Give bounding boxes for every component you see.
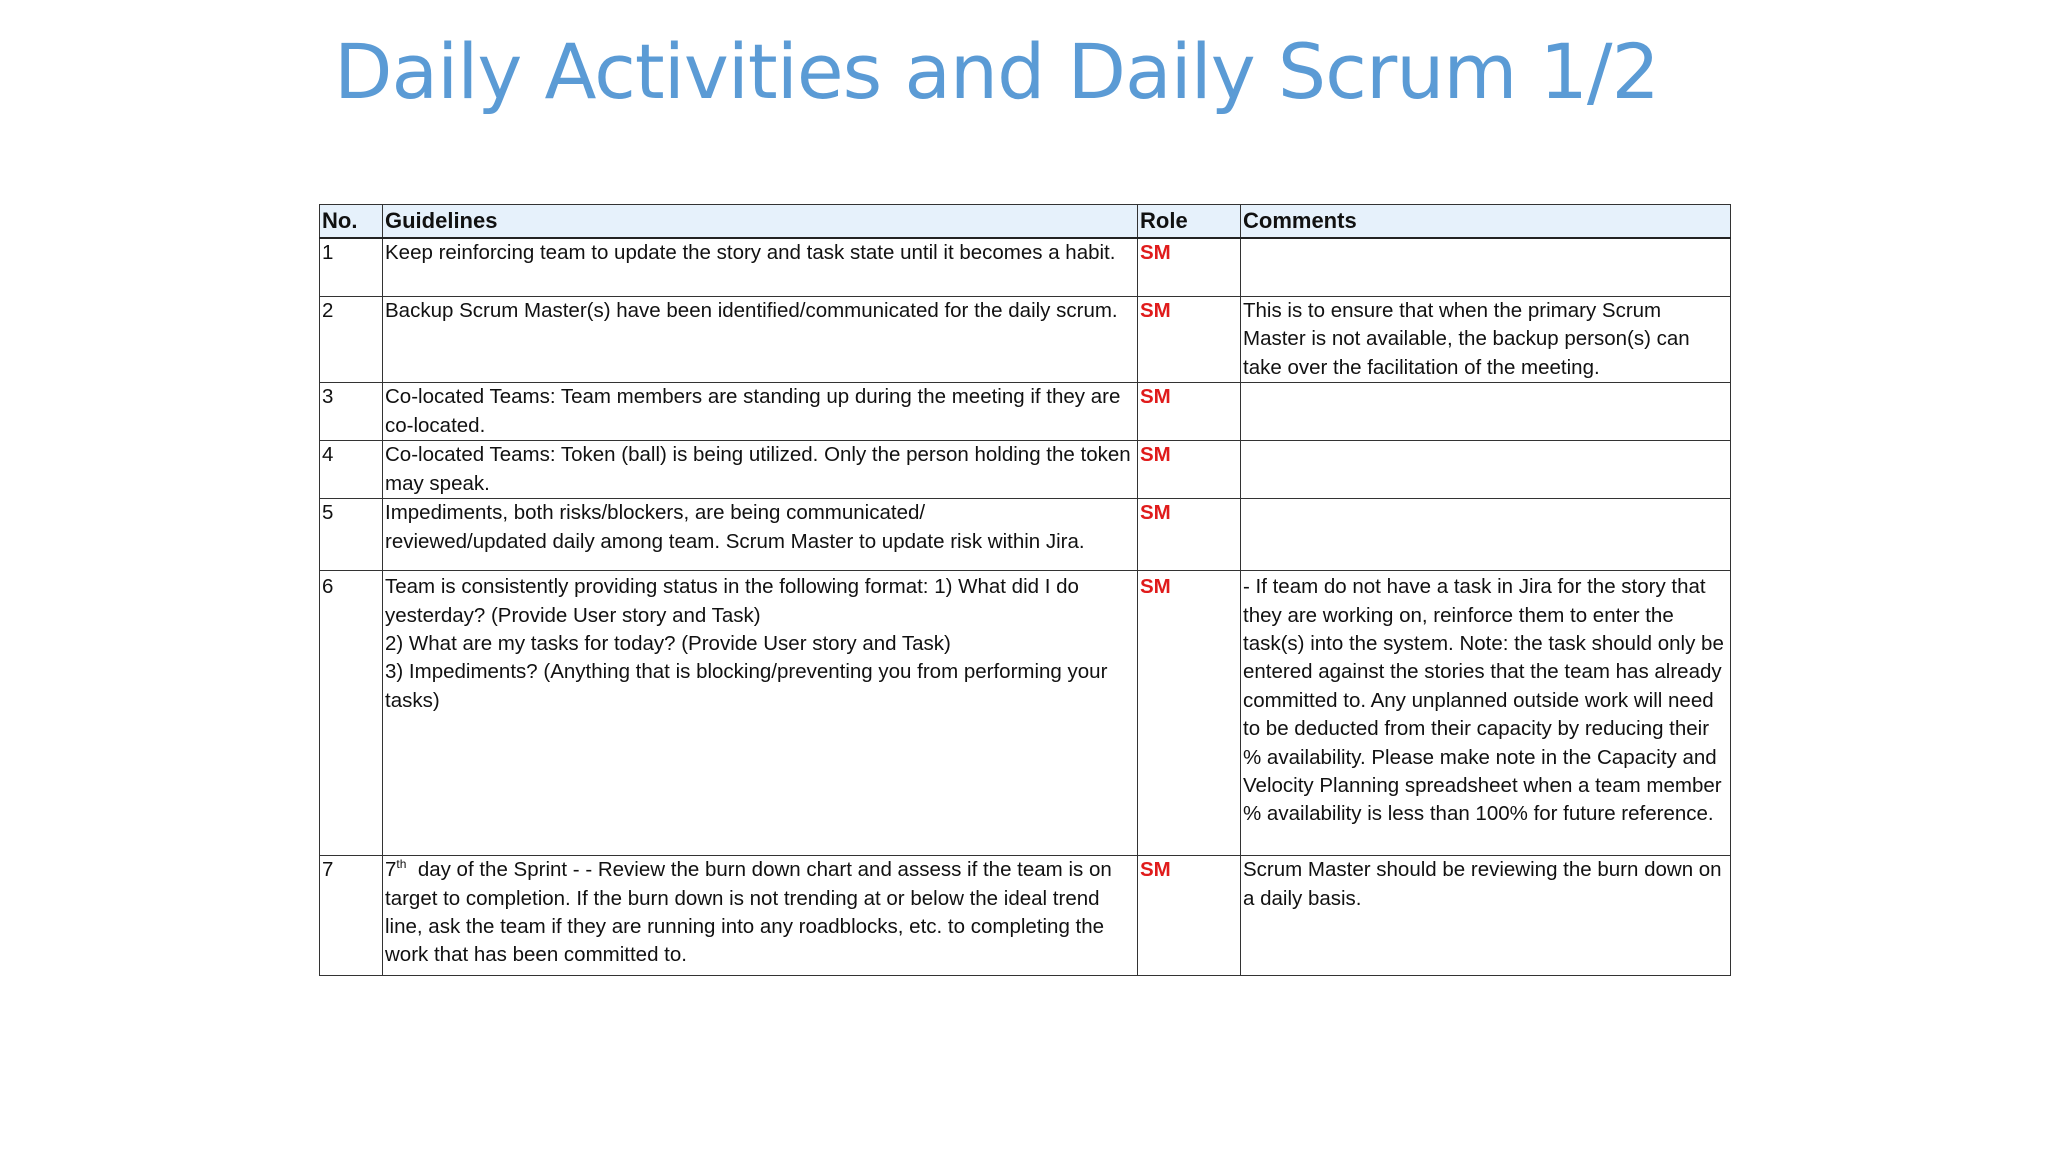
- row-comment: This is to ensure that when the primary Scrum Master is not available, the backup person(s) can take over the facilitation of the meeting.: [1241, 297, 1731, 383]
- row-role: SM: [1138, 297, 1241, 383]
- header-role: Role: [1138, 205, 1241, 239]
- row-number: 1: [320, 238, 383, 297]
- table-row: [320, 441, 1731, 499]
- row-guideline: Backup Scrum Master(s) have been identified/communicated for the daily scrum.: [383, 297, 1138, 383]
- row-guideline: Co-located Teams: Token (ball) is being utilized. Only the person holding the token may speak.: [383, 441, 1138, 499]
- header-no: No.: [320, 205, 383, 239]
- row-comment: [1241, 383, 1731, 441]
- row-guideline: Team is consistently providing status in the following format: 1) What did I do yesterday? (Provide User story and Task) 2) What are my tasks for today? (Provide User story and Task) 3) Impediments? (Anything that is blocking/preventing you from performing your tasks): [383, 571, 1138, 856]
- row-role: SM: [1138, 499, 1241, 571]
- table-row: [320, 571, 1731, 856]
- row-guideline: Co-located Teams: Team members are standing up during the meeting if they are co-located.: [383, 383, 1138, 441]
- row-guideline: [383, 856, 1138, 976]
- guideline-ordinal-suffix: th: [396, 857, 407, 872]
- table-row: [320, 238, 1731, 297]
- row-comment: [1241, 441, 1731, 499]
- guideline-day-number: 7: [385, 858, 397, 882]
- table-row: [320, 383, 1731, 441]
- row-number: 2: [320, 297, 383, 383]
- table-row: [320, 297, 1731, 383]
- row-number: 7: [320, 856, 383, 976]
- row-guideline: Impediments, both risks/blockers, are being communicated/ reviewed/updated daily among team. Scrum Master to update risk within Jira.: [383, 499, 1138, 571]
- header-guidelines: Guidelines: [383, 205, 1138, 239]
- row-role: SM: [1138, 856, 1241, 976]
- header-comments: Comments: [1241, 205, 1731, 239]
- row-number: 5: [320, 499, 383, 571]
- table-row: [320, 856, 1731, 976]
- row-role: SM: [1138, 441, 1241, 499]
- row-number: 4: [320, 441, 383, 499]
- table-row: [320, 499, 1731, 571]
- row-comment: - If team do not have a task in Jira for the story that they are working on, reinforce them to enter the task(s) into the system. Note: the task should only be entered against the stories that the team has already committed to. Any unplanned outside work will need to be deducted from their capacity by reducing their % availability. Please make note in the Capacity and Velocity Planning spreadsheet when a team member % availability is less than 100% for future reference.: [1241, 571, 1731, 856]
- table-header-row: [320, 205, 1731, 239]
- row-comment: Scrum Master should be reviewing the burn down on a daily basis.: [1241, 856, 1731, 976]
- row-number: 3: [320, 383, 383, 441]
- row-guideline: Keep reinforcing team to update the story and task state until it becomes a habit.: [383, 238, 1138, 297]
- row-role: SM: [1138, 383, 1241, 441]
- guideline-text: day of the Sprint - - Review the burn down chart and assess if the team is on target to completion. If the burn down is not trending at or below the ideal trend line, ask the team if they are running into any roadblocks, etc. to completing the work that has been committed to.: [385, 858, 1118, 967]
- row-comment: [1241, 238, 1731, 297]
- guidelines-table: [319, 204, 1731, 976]
- row-role: SM: [1138, 238, 1241, 297]
- row-number: 6: [320, 571, 383, 856]
- slide-title: Daily Activities and Daily Scrum 1/2: [334, 27, 1659, 116]
- row-role: SM: [1138, 571, 1241, 856]
- row-comment: [1241, 499, 1731, 571]
